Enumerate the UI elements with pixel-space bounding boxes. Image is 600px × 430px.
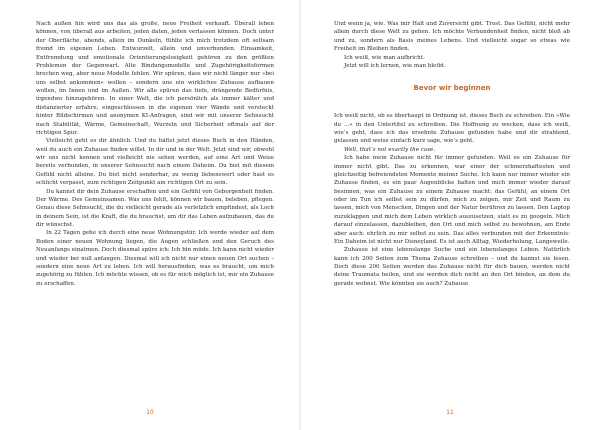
right-page [300, 0, 600, 430]
paragraph: Du kannst dir dein Zuhause erschaffen und ein Gefühl von Geborgenheit finden. Der Wärme. Des Gemeinsamen. Was uns fehlt, können wir bauen, beleben, pflegen. Genau diese Sehnsucht, die du vielleicht gerade als verletzlich empfindest, als Loch in deinem Sein, ist die Kraft, die du brauchst, um dir das Leben aufzubauen, das du dir wünschst. [36, 188, 274, 228]
paragraph: Ich habe mein Zuhause nicht für immer gefunden. Weil es ein Zuhause für immer nicht gibt. Das zu erkennen, war einer der schmerzhaftesten und gleichzeitig befreiendsten Momente meiner Suche. Ich kann nur immer wieder ein Zuhause finden, es ein paar Augenblicke halten und mich immer wieder darauf besinnen, was ein Zuhause zu einem Zuhause macht: das Gefühl, an einem Ort oder im Tun ich selbst sein zu dürfen, mich zu zeigen, mir Zeit und Raum zu lassen, mich von Menschen, Dingen und der Natur berühren zu lassen. Den Laptop zuzuklappen und mich dem Leben wirklich auszusetzen, statt es zu googeln. Mich darauf einzulassen, dazubleiben, den Ort und mich selbst zu bewohnen, am Ende aber auch: ehrlich zu mir selbst zu sein. Das alles verbunden mit der Erkenntnis: Ein Daheim ist nicht nur Disneyland. Es ist auch Alltag, Wiederholung, Langeweile. [334, 155, 570, 245]
paragraph: In 22 Tagen gehe ich durch eine neue Wohnungstür. Ich werde wieder auf dem Boden einer neuen Wohnung liegen, die Augen schließen und den Geruch des Neuanfangs einatmen. Doch diesmal spüre ich: Ich bin müde. Ich kann nicht wieder und wieder bei null anfangen. Diesmal will ich nicht nur einen neuen Ort suchen – sondern eine neue Art zu leben. Ich will herausfinden, was es braucht, um mich zugehörig zu fühlen. Ich möchte wissen, ob es für mich möglich ist, mir ein Zuhause zu erschaffen. [36, 230, 274, 287]
left-page-text [36, 20, 274, 288]
paragraph: Ich weiß nicht, ob es überhaupt in Ordnung ist, dieses Buch zu schreiben. Ein »Wie du ...« in den Untertitel zu schreiben. Die Hoffnung zu wecken, dass ich weiß, wie’s geht, dass ich das ersehnte Zuhause gefunden habe und dir strahlend, gelassen und weise einfach kurz sage, wie’s geht. [334, 113, 570, 145]
paragraph: Und wenn ja, wie. Was mir Halt und Zuversicht gibt. Trost. Das Gefühl, nicht mehr allein durch diese Welt zu gehen. Ich möchte Verbundenheit finden, nicht bloß ab und zu, sondern als Basis meines Lebens. Und vielleicht sogar so etwas wie Freiheit im Bleiben finden. [334, 21, 570, 53]
page-number: 10 [146, 409, 154, 416]
page-number: 11 [446, 409, 454, 416]
paragraph: Zuhause ist eine lebenslange Suche und ein lebenslanges Leben. Natürlich kann ich 200 Seiten zum Thema Zuhause schreiben – und du kannst sie lesen. Doch diese 200 Seiten werden das Zuhause nicht für dich bauen, werden nicht deine Traumata heilen, und sie werden dich nicht an den Ort binden, an dem du gerade wohnst. Wie könnten sie auch? Zuhause [334, 247, 570, 287]
paragraph-italic: Well, that’s not exactly the case. [344, 146, 436, 153]
right-page-body [334, 112, 570, 288]
paragraph: Vielleicht geht es dir ähnlich. Und du hältst jetzt dieses Buch in den Händen, weil du auch ein Zuhause finden willst. In dir und in der Welt. Jetzt sind wir, obwohl wir uns nicht kennen und vielleicht nie sehen werden, auf eine Art und Weise bereits verbunden, in unserer Sehnsucht nach einem Daheim. Du bist mit diesem Gefühl nicht alleine. Du bist nicht sonderbar, zu wenig liebenswert oder hast es schlicht verpasst, zum richtigen Zeitpunkt am richtigen Ort zu sein. [36, 138, 274, 187]
paragraph: Nach außen hin wird uns das als große, neue Freiheit verkauft. Überall leben können, von überall aus arbeiten, jeden daten, jeden verlassen können. Doch unter der Oberfläche, abends, allein im Dunkeln, fühlte ich mich trotzdem oft seltsam fremd im eigenen Leben. Entwurzelt, allein und unverbunden. Einsamkeit, Entfremdung und emotionale Orientierungslosigkeit gehören zu den größten Problemen der Gegenwart. Alte Bindungsmodelle und Zugehörigkeitsformen brechen weg, aber neue Modelle fehlen. Wir spüren, dass wir nicht länger nur »bei uns selbst ankommen« wollen – sondern uns ein wirkliches Zuhause aufbauen wollen, im Innen und im Außen. Wir alle spüren das tiefe, drängende Bedürfnis, irgendwo hinzugehören. In einer Welt, die ich persönlich als immer kälter und distanzierter erfahre, eingeschlossen in die eigenen vier Wände und versteckt hinter Bildschirmen und anonymen KI-Anfragen, sind wir mit unserer Sehnsucht nach Stabilität, Wärme, Gemeinschaft, Wurzeln und Sicherheit oftmals auf der richtigen Spur. [36, 21, 274, 136]
paragraph: Jetzt will ich lernen, wie man bleibt. [344, 62, 446, 69]
paragraph: Ich weiß, wie man aufbricht. [344, 54, 425, 61]
right-page-text [334, 20, 570, 70]
section-heading: Bevor wir beginnen [413, 84, 491, 93]
